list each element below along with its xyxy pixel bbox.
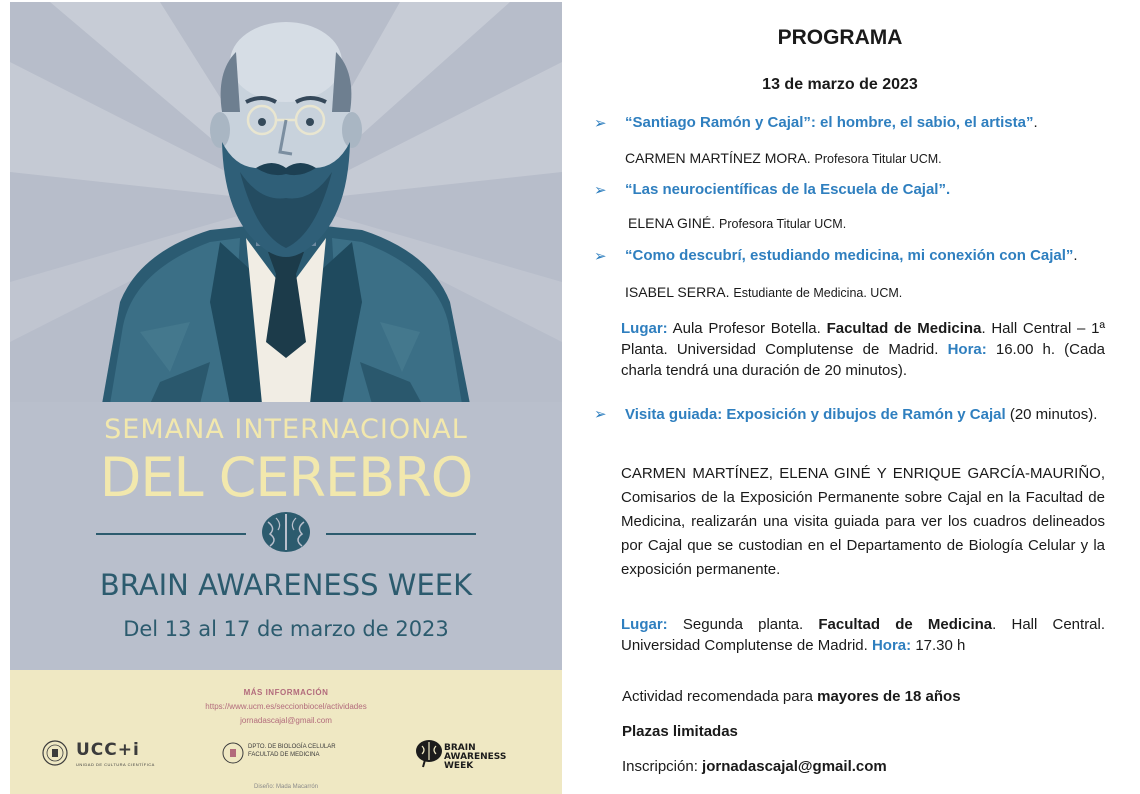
baw-logo-line2: AWARENESS [444, 752, 507, 762]
baw-logo-line3: WEEK [444, 761, 474, 771]
baw-logo-line1: BRAIN [444, 743, 476, 753]
venue-1-room: Aula Profesor Botella. [672, 320, 821, 337]
venue-2-hour: 17.30 h [915, 637, 966, 654]
talk-1-speaker: CARMEN MARTÍNEZ MORA. [625, 150, 811, 166]
talk-2-role: Profesora Titular UCM. [719, 217, 847, 231]
venue-1-hour: 16.00 h. (Cada charla tendrá una duración de 20 minutos). [621, 341, 1106, 379]
venue-2 [621, 614, 1105, 656]
ucci-logo-subtitle: UNIDAD DE CULTURA CIENTÍFICA [76, 762, 155, 767]
recommended-age-value: mayores de 18 años [817, 688, 961, 705]
talk-1-role: Profesora Titular UCM. [814, 152, 942, 166]
bullet-arrow-icon: ➢ [594, 248, 607, 265]
talk-3-title: “Como descubrí, estudiando medicina, mi conexión con Cajal”. [625, 247, 1078, 264]
signup-label: Inscripción: [622, 758, 698, 775]
brain-divider [96, 510, 476, 556]
bullet-arrow-icon: ➢ [594, 182, 607, 199]
bullet-arrow-icon: ➢ [594, 115, 607, 132]
venue-1 [621, 318, 1105, 381]
poster-title-line3: BRAIN AWARENESS WEEK [99, 568, 473, 602]
venue-1-hour-label: Hora: [947, 341, 987, 358]
venue-1-label: Lugar: [621, 320, 668, 337]
venue-2-label: Lugar: [621, 616, 668, 633]
visit-duration: (20 minutos). [1009, 406, 1098, 423]
talk-1-speaker-line [625, 150, 942, 166]
bullet-arrow-icon: ➢ [594, 406, 607, 423]
talk-1-title: “Santiago Ramón y Cajal”: el hombre, el sabio, el artista”. [625, 114, 1038, 131]
dept-seal-icon [222, 742, 244, 764]
poster [10, 2, 562, 794]
poster-title-line2: DEL CEREBRO [99, 446, 473, 509]
venue-2-faculty: Facultad de Medicina [818, 616, 993, 633]
poster-title-line1: SEMANA INTERNACIONAL [104, 414, 468, 445]
recommended-text: Actividad recomendada para [622, 688, 813, 705]
dept-logo-line2: FACULTAD DE MEDICINA [248, 752, 320, 758]
signup [622, 758, 887, 775]
sponsor-logos [10, 732, 562, 782]
venue-1-faculty: Facultad de Medicina [826, 320, 982, 337]
info-url[interactable]: https://www.ucm.es/seccionbiocel/actividades [205, 702, 367, 711]
talk-3-speaker: ISABEL SERRA. [625, 284, 730, 300]
venue-2-location: . Hall Central. Universidad Complutense de Madrid. [621, 616, 1106, 654]
signup-email[interactable]: jornadascajal@gmail.com [702, 758, 887, 775]
talk-2-speaker-line [628, 215, 846, 231]
venue-2-room: Segunda planta. [682, 616, 804, 633]
poster-artwork [10, 2, 562, 670]
program-date: 13 de marzo de 2023 [762, 76, 918, 93]
ucci-logo-text: UCC+i [76, 740, 140, 760]
visit-heading [625, 404, 1099, 425]
baw-brain-icon [414, 738, 444, 768]
limited-places: Plazas limitadas [622, 723, 738, 740]
visit-title: Visita guiada: Exposición y dibujos de Ramón y Cajal [625, 406, 1006, 423]
brain-icon [262, 512, 310, 552]
talk-2-speaker: ELENA GINÉ. [628, 215, 716, 231]
info-heading: MÁS INFORMACIÓN [243, 688, 329, 697]
talk-2-title: “Las neurocientíficas de la Escuela de Cajal”. [625, 181, 951, 198]
program-heading: PROGRAMA [777, 26, 903, 49]
venue-1-location: . Hall Central – 1ª Planta. Universidad Complutense de Madrid. [621, 320, 1106, 358]
talk-3-role: Estudiante de Medicina. UCM. [733, 286, 903, 300]
venue-2-hour-label: Hora: [871, 637, 912, 654]
talk-3-title-text: “Como descubrí, estudiando medicina, mi conexión con Cajal” [625, 247, 1074, 264]
info-email[interactable]: jornadascajal@gmail.com [240, 716, 332, 725]
design-credit: Diseño: Mada Macarrón [253, 784, 319, 790]
ucm-seal-icon [42, 740, 68, 766]
talk-1-title-text: “Santiago Ramón y Cajal”: el hombre, el sabio, el artista” [625, 114, 1034, 131]
visit-description: CARMEN MARTÍNEZ, ELENA GINÉ Y ENRIQUE GARCÍA-MAURIÑO, Comisarios de la Exposición Permanente sobre Cajal en la Facultad de Medicina, realizarán una visita guiada para ver los cuadros delineados por Cajal que se custodian en el Departamento de Biología Celular y la exposición permanente. [621, 465, 1105, 578]
talk-3-speaker-line [625, 284, 902, 300]
dept-logo-line1: DPTO. DE BIOLOGÍA CELULAR [248, 744, 336, 750]
poster-dates: Del 13 al 17 de marzo de 2023 [123, 617, 449, 641]
recommended-age [622, 688, 961, 705]
